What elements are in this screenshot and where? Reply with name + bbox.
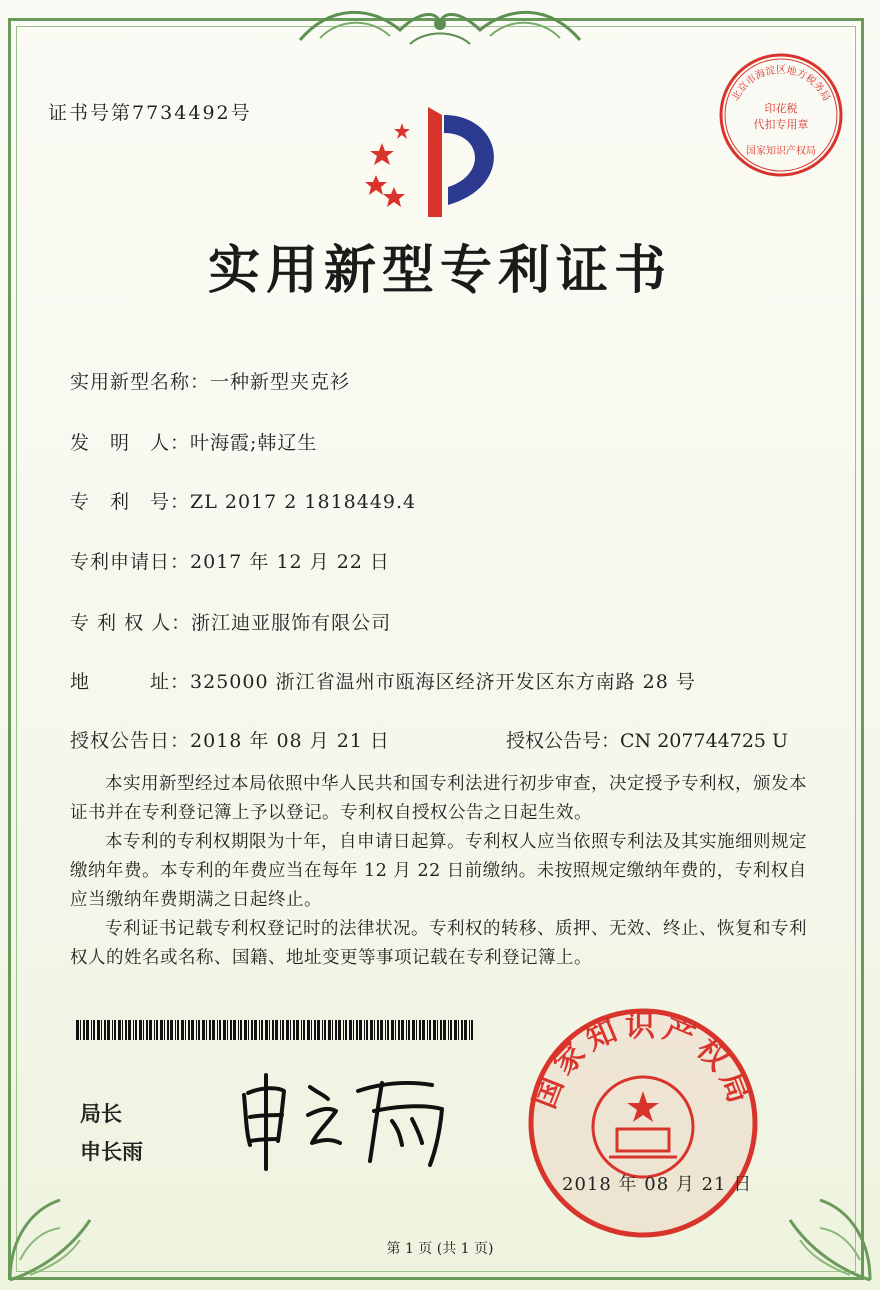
barcode-bar bbox=[322, 1020, 323, 1040]
barcode-bar bbox=[422, 1020, 425, 1040]
barcode-bar bbox=[107, 1020, 110, 1040]
field-value: ZL 2017 2 1818449.4 bbox=[190, 491, 417, 513]
barcode-bar bbox=[80, 1020, 81, 1040]
barcode-bar bbox=[391, 1020, 394, 1040]
barcode-bar bbox=[128, 1020, 131, 1040]
barcode-bar bbox=[188, 1020, 190, 1040]
director-name: 申长雨 bbox=[80, 1140, 143, 1164]
barcode-bar bbox=[293, 1020, 295, 1040]
barcode-bar bbox=[408, 1020, 410, 1040]
barcode-bar bbox=[385, 1020, 386, 1040]
barcode-bar bbox=[146, 1020, 148, 1040]
barcode-bar bbox=[401, 1020, 404, 1040]
barcode-bar bbox=[122, 1020, 123, 1040]
field-grant-date bbox=[70, 726, 390, 753]
notice-text bbox=[70, 770, 810, 973]
barcode-bar bbox=[154, 1020, 155, 1040]
barcode-bar bbox=[416, 1020, 417, 1040]
field-value: 浙江迪亚服饰有限公司 bbox=[191, 612, 392, 634]
field-label: 专 利 权 人： bbox=[70, 612, 192, 634]
barcode-bar bbox=[345, 1020, 347, 1040]
barcode-bar bbox=[181, 1020, 184, 1040]
barcode-bar bbox=[272, 1020, 274, 1040]
barcode-bar bbox=[377, 1020, 379, 1040]
barcode-bar bbox=[374, 1020, 375, 1040]
barcode-bar bbox=[471, 1020, 473, 1040]
barcode-bar bbox=[135, 1020, 137, 1040]
barcode-bar bbox=[398, 1020, 400, 1040]
barcode-bar bbox=[217, 1020, 218, 1040]
barcode-bar bbox=[160, 1020, 163, 1040]
field-label: 专 利 号： bbox=[70, 491, 191, 513]
field-label: 地 址： bbox=[70, 671, 191, 693]
barcode-bar bbox=[454, 1020, 457, 1040]
barcode-bar bbox=[303, 1020, 305, 1040]
page-number: 第 1 页 (共 1 页) bbox=[386, 1241, 494, 1257]
barcode-bar bbox=[366, 1020, 368, 1040]
field-patentee bbox=[70, 608, 391, 635]
barcode-bar bbox=[265, 1020, 268, 1040]
barcode-bar bbox=[112, 1020, 113, 1040]
field-label: 发 明 人： bbox=[70, 432, 191, 454]
barcode-bar bbox=[406, 1020, 407, 1040]
cnipa-emblem-icon bbox=[352, 95, 522, 225]
barcode-bar bbox=[311, 1020, 312, 1040]
barcode-bar bbox=[259, 1020, 260, 1040]
barcode-bar bbox=[286, 1020, 289, 1040]
barcode-bar bbox=[280, 1020, 281, 1040]
barcode-bar bbox=[301, 1020, 302, 1040]
barcode-bar bbox=[244, 1020, 247, 1040]
svg-text:北京市海淀区地方税务局 bbox=[730, 63, 833, 103]
barcode-bar bbox=[359, 1020, 362, 1040]
corner-ornament-bottom-right bbox=[760, 1150, 880, 1290]
barcode-bar bbox=[349, 1020, 352, 1040]
barcode-bar bbox=[332, 1020, 333, 1040]
field-inventor bbox=[70, 428, 317, 455]
barcode-bar bbox=[335, 1020, 337, 1040]
barcode-bar bbox=[156, 1020, 158, 1040]
barcode-bar bbox=[254, 1020, 257, 1040]
barcode-bar bbox=[227, 1020, 228, 1040]
certificate-title: 实用新型专利证书 bbox=[207, 241, 672, 301]
barcode-bar bbox=[170, 1020, 173, 1040]
field-utility-model-name bbox=[70, 367, 350, 394]
barcode-bar bbox=[209, 1020, 211, 1040]
barcode-bar bbox=[114, 1020, 116, 1040]
barcode-bar bbox=[251, 1020, 253, 1040]
barcode-bar bbox=[282, 1020, 284, 1040]
barcode-bar bbox=[101, 1020, 102, 1040]
notice-paragraph-1: 本实用新型经过本局依照中华人民共和国专利法进行初步审查，决定授予专利权，颁发本证书并在专利登记簿上予以登记。专利权自授权公告之日起生效。 bbox=[70, 774, 807, 823]
barcode-bar bbox=[86, 1020, 89, 1040]
barcode-bar bbox=[76, 1020, 79, 1040]
tax-seal-bottom-text: 国家知识产权局 bbox=[746, 146, 816, 157]
field-filing-date bbox=[70, 547, 390, 574]
field-address bbox=[70, 667, 696, 694]
barcode-bar bbox=[364, 1020, 365, 1040]
barcode-bar bbox=[219, 1020, 221, 1040]
barcode-bar bbox=[93, 1020, 95, 1040]
field-value: 2017 年 12 月 22 日 bbox=[190, 551, 390, 573]
barcode-bar bbox=[356, 1020, 358, 1040]
barcode-bar bbox=[167, 1020, 169, 1040]
barcode-bar bbox=[458, 1020, 459, 1040]
barcode-bar bbox=[395, 1020, 396, 1040]
tax-seal-line1: 印花税 bbox=[764, 102, 798, 115]
field-patent-number bbox=[70, 487, 416, 514]
barcode-bar bbox=[448, 1020, 449, 1040]
barcode-bar bbox=[91, 1020, 92, 1040]
barcode-bar bbox=[433, 1020, 436, 1040]
field-label: 授权公告号： bbox=[506, 730, 621, 752]
cnipa-official-seal bbox=[525, 1005, 761, 1241]
barcode-bar bbox=[338, 1020, 341, 1040]
field-value: 一种新型夹克衫 bbox=[210, 371, 351, 393]
barcode-bar bbox=[380, 1020, 383, 1040]
barcode-bar bbox=[427, 1020, 428, 1040]
barcode-bar bbox=[269, 1020, 270, 1040]
barcode-bar bbox=[133, 1020, 134, 1040]
barcode-bar bbox=[343, 1020, 344, 1040]
tax-seal-line2: 代扣专用章 bbox=[753, 118, 809, 131]
director-title: 局长 bbox=[80, 1102, 122, 1126]
tax-seal-ring-text: 北京市海淀区地方税务局 bbox=[730, 65, 832, 104]
barcode-bar bbox=[104, 1020, 106, 1040]
barcode-bar bbox=[202, 1020, 205, 1040]
barcode-bar bbox=[177, 1020, 179, 1040]
tax-stamp-seal bbox=[716, 50, 846, 180]
seal-date: 2018 年 08 月 21 日 bbox=[562, 1174, 753, 1195]
barcode-bar bbox=[307, 1020, 310, 1040]
field-grant-number bbox=[506, 726, 788, 753]
barcode-bar bbox=[469, 1020, 470, 1040]
barcode-bar bbox=[175, 1020, 176, 1040]
barcode-bar bbox=[261, 1020, 263, 1040]
barcode-bar bbox=[450, 1020, 452, 1040]
certificate-number: 证书号第7734492号 bbox=[48, 102, 252, 124]
barcode-bar bbox=[238, 1020, 239, 1040]
barcode-bar bbox=[125, 1020, 127, 1040]
seal-ring-text: 国家知识产权局 bbox=[527, 1009, 759, 1114]
field-label: 实用新型名称： bbox=[70, 371, 211, 393]
field-value: CN 207744725 U bbox=[620, 730, 789, 752]
barcode-bar bbox=[233, 1020, 236, 1040]
barcode-bar bbox=[412, 1020, 415, 1040]
barcode-bar bbox=[212, 1020, 215, 1040]
barcode-bar bbox=[223, 1020, 226, 1040]
barcode-bar bbox=[139, 1020, 142, 1040]
barcode-bar bbox=[437, 1020, 438, 1040]
barcode-bar bbox=[149, 1020, 152, 1040]
notice-paragraph-3: 专利证书记载专利权登记时的法律状况。专利权的转移、质押、无效、终止、恢复和专利权人的姓名或名称、国籍、地址变更等事项记载在专利登记簿上。 bbox=[70, 919, 807, 968]
top-ornament bbox=[290, 0, 590, 52]
director-signature bbox=[232, 1065, 462, 1175]
barcode-bar bbox=[443, 1020, 446, 1040]
barcode-bar bbox=[275, 1020, 278, 1040]
corner-ornament-bottom-left bbox=[0, 1150, 120, 1290]
barcode-bar bbox=[143, 1020, 144, 1040]
barcode-bar bbox=[464, 1020, 467, 1040]
barcode-bar bbox=[185, 1020, 186, 1040]
barcode-bar bbox=[296, 1020, 299, 1040]
barcode-bar bbox=[440, 1020, 442, 1040]
barcode-bar bbox=[353, 1020, 354, 1040]
field-label: 专利申请日： bbox=[70, 551, 191, 573]
barcode-bar bbox=[429, 1020, 431, 1040]
barcode-bar bbox=[196, 1020, 197, 1040]
barcode-bar bbox=[230, 1020, 232, 1040]
barcode-bar bbox=[370, 1020, 373, 1040]
barcode bbox=[76, 1020, 476, 1040]
barcode-bar bbox=[461, 1020, 463, 1040]
barcode-bar bbox=[206, 1020, 207, 1040]
barcode-bar bbox=[324, 1020, 326, 1040]
field-value: 叶海霞;韩辽生 bbox=[190, 432, 318, 454]
barcode-bar bbox=[118, 1020, 121, 1040]
barcode-bar bbox=[290, 1020, 291, 1040]
barcode-bar bbox=[317, 1020, 320, 1040]
field-value: 325000 浙江省温州市瓯海区经济开发区东方南路 28 号 bbox=[190, 671, 696, 693]
barcode-bar bbox=[97, 1020, 100, 1040]
barcode-bar bbox=[387, 1020, 389, 1040]
barcode-bar bbox=[198, 1020, 200, 1040]
notice-paragraph-2: 本专利的专利权期限为十年，自申请日起算。专利权人应当依照专利法及其实施细则规定缴纳年费。本专利的年费应当在每年 12 月 22 日前缴纳。未按照规定缴纳年费的，专利权自应当缴纳年费期满之日起终止。 bbox=[70, 832, 807, 910]
field-value: 2018 年 08 月 21 日 bbox=[190, 730, 390, 752]
barcode-bar bbox=[248, 1020, 249, 1040]
barcode-bar bbox=[164, 1020, 165, 1040]
barcode-bar bbox=[83, 1020, 85, 1040]
barcode-bar bbox=[240, 1020, 242, 1040]
field-label: 授权公告日： bbox=[70, 730, 191, 752]
barcode-bar bbox=[191, 1020, 194, 1040]
barcode-bar bbox=[314, 1020, 316, 1040]
barcode-bar bbox=[328, 1020, 331, 1040]
barcode-bar bbox=[419, 1020, 421, 1040]
